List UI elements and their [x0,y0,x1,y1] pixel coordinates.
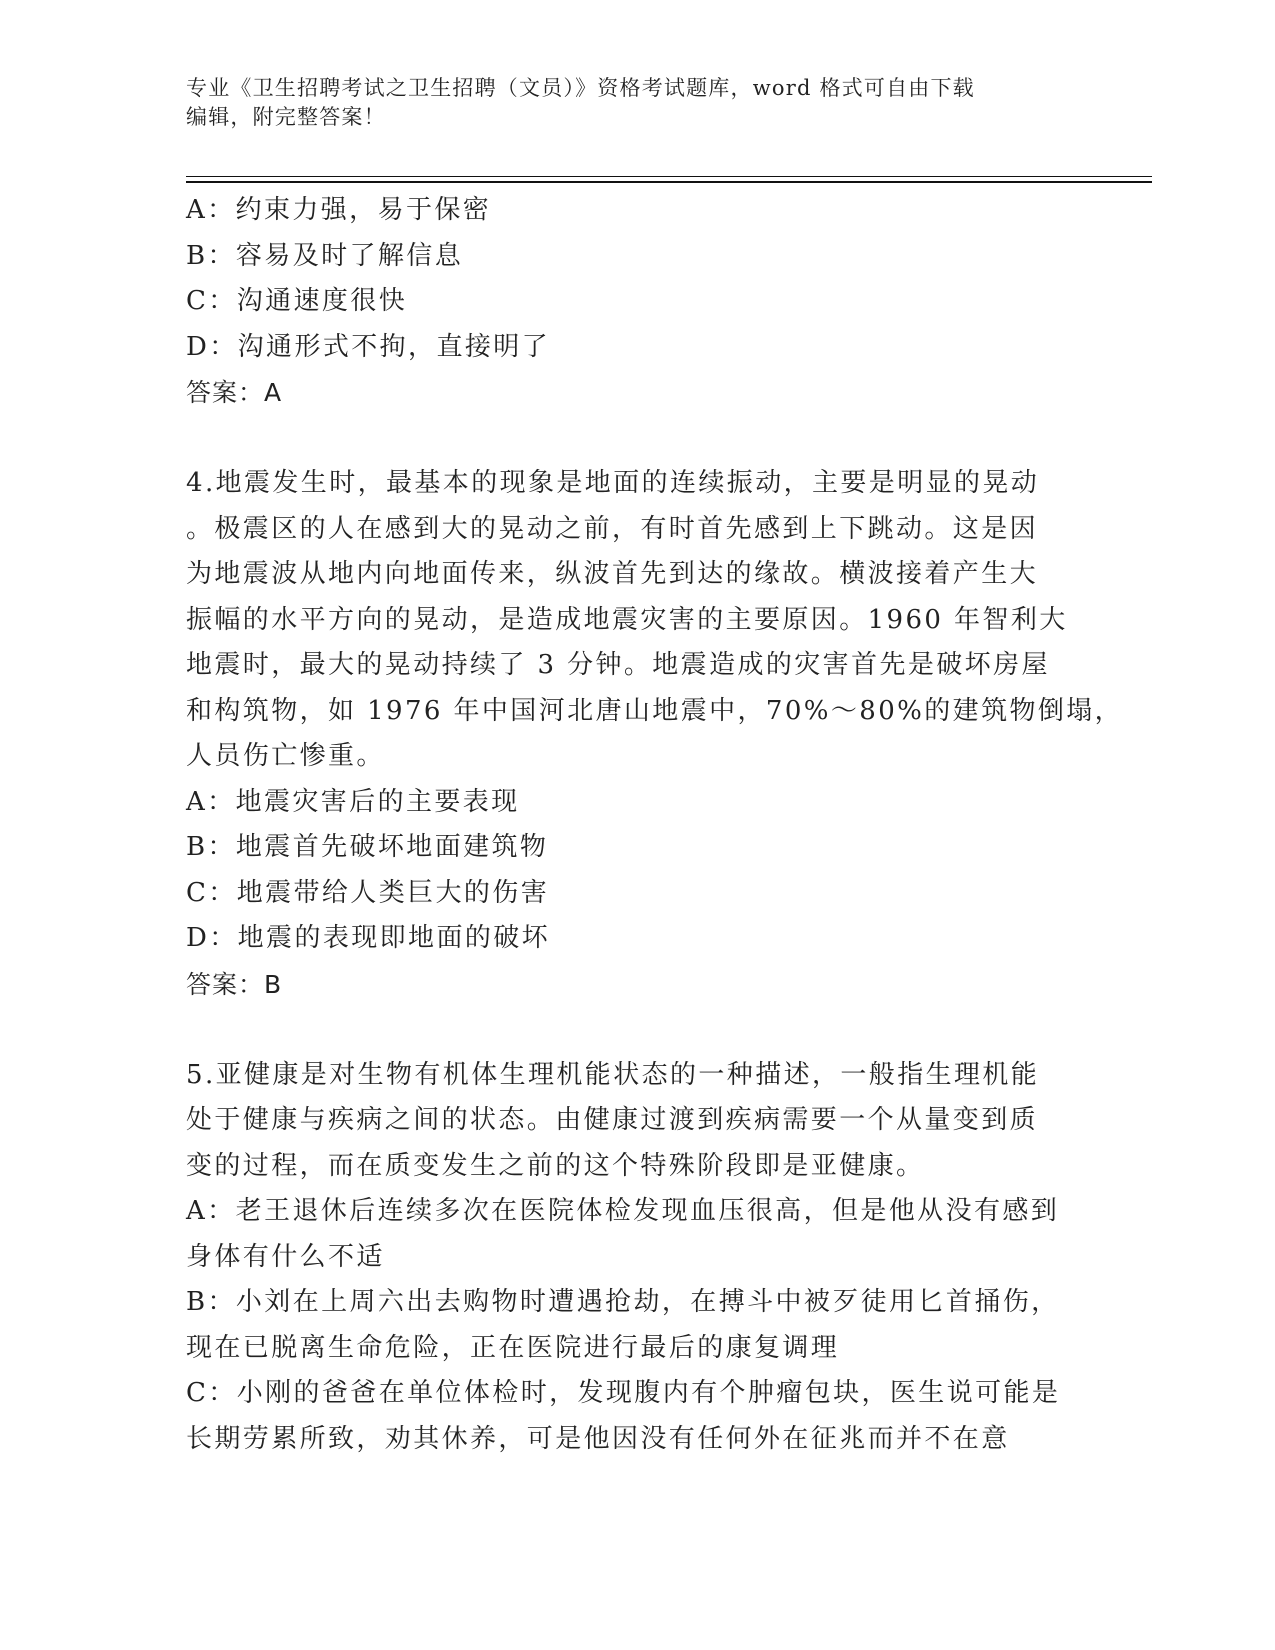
question-4-stem-line: 和构筑物，如 1976 年中国河北唐山地震中，70%～80%的建筑物倒塌， [186,695,1124,726]
question-content [186,188,1124,1462]
option-line: C：小刚的爸爸在单位体检时，发现腹内有个肿瘤包块，医生说可能是 [186,1378,1061,1408]
question-4-stem-line: 地震时，最大的晃动持续了 3 分钟。地震造成的灾害首先是破坏房屋 [186,650,1050,680]
question-3-option-d: D：沟通形式不拘，直接明了 [186,331,551,362]
option-line: B：小刘在上周六出去购物时遭遇抢劫，在搏斗中被歹徒用匕首捅伤， [186,1287,1060,1317]
option-line: A：老王退休后连续多次在医院体检发现血压很高，但是他从没有感到 [186,1196,1060,1226]
question-4-stem-line: 为地震波从地内向地面传来，纵波首先到达的缘故。横波接着产生大 [186,559,1039,589]
spacer [186,1007,1066,1053]
question-5-stem-line: 处于健康与疾病之间的状态。由健康过渡到疾病需要一个从量变到质 [186,1105,1039,1135]
question-4-stem-line: 振幅的水平方向的晃动，是造成地震灾害的主要原因。1960 年智利大 [186,604,1068,635]
question-4-option-a: A：地震灾害后的主要表现 [186,786,520,817]
question-5-option-b [186,1280,1066,1371]
question-5-option-c [186,1371,1066,1462]
option-line: 现在已脱离生命危险，正在医院进行最后的康复调理 [186,1332,840,1363]
question-4-stem [186,461,1124,780]
question-4-options [186,780,1066,962]
question-5-stem [186,1053,1066,1190]
question-5-stem-line: 5.亚健康是对生物有机体生理机能状态的一种描述，一般指生理机能 [186,1059,1040,1090]
question-3-option-b: B：容易及时了解信息 [186,240,464,271]
question-4-answer: 答案：B [186,969,283,999]
option-line: 长期劳累所致，劝其休养，可是他因没有任何外在征兆而并不在意 [186,1423,1010,1454]
question-4-stem-line: 人员伤亡惨重。 [186,741,385,771]
question-4-option-b: B：地震首先破坏地面建筑物 [186,832,549,862]
question-3-option-a: A：约束力强，易于保密 [186,195,492,225]
question-3-answer: 答案：A [186,378,283,407]
header-line-1: 专业《卫生招聘考试之卫生招聘（文员）》资格考试题库，word 格式可自由下载 [186,76,975,100]
document-header [186,74,1066,132]
header-rule-thick [186,181,1152,183]
header-line-2: 编辑，附完整答案！ [186,105,386,129]
question-4-stem-line: 4.地震发生时，最基本的现象是地面的连续振动，主要是明显的晃动 [186,468,1040,498]
question-5-stem-line: 变的过程，而在质变发生之前的这个特殊阶段即是亚健康。 [186,1150,925,1181]
question-4-option-c: C：地震带给人类巨大的伤害 [186,877,550,908]
question-5-options [186,1189,1066,1462]
question-3-options [186,188,1066,370]
question-5-option-a [186,1189,1066,1280]
header-rule-thin [186,176,1152,177]
spacer [186,416,1066,462]
question-4-stem-line: 。极震区的人在感到大的晃动之前，有时首先感到上下跳动。这是因 [186,513,1039,544]
question-3-option-c: C：沟通速度很快 [186,286,408,316]
option-line: 身体有什么不适 [186,1241,385,1272]
question-4-option-d: D：地震的表现即地面的破坏 [186,923,551,953]
